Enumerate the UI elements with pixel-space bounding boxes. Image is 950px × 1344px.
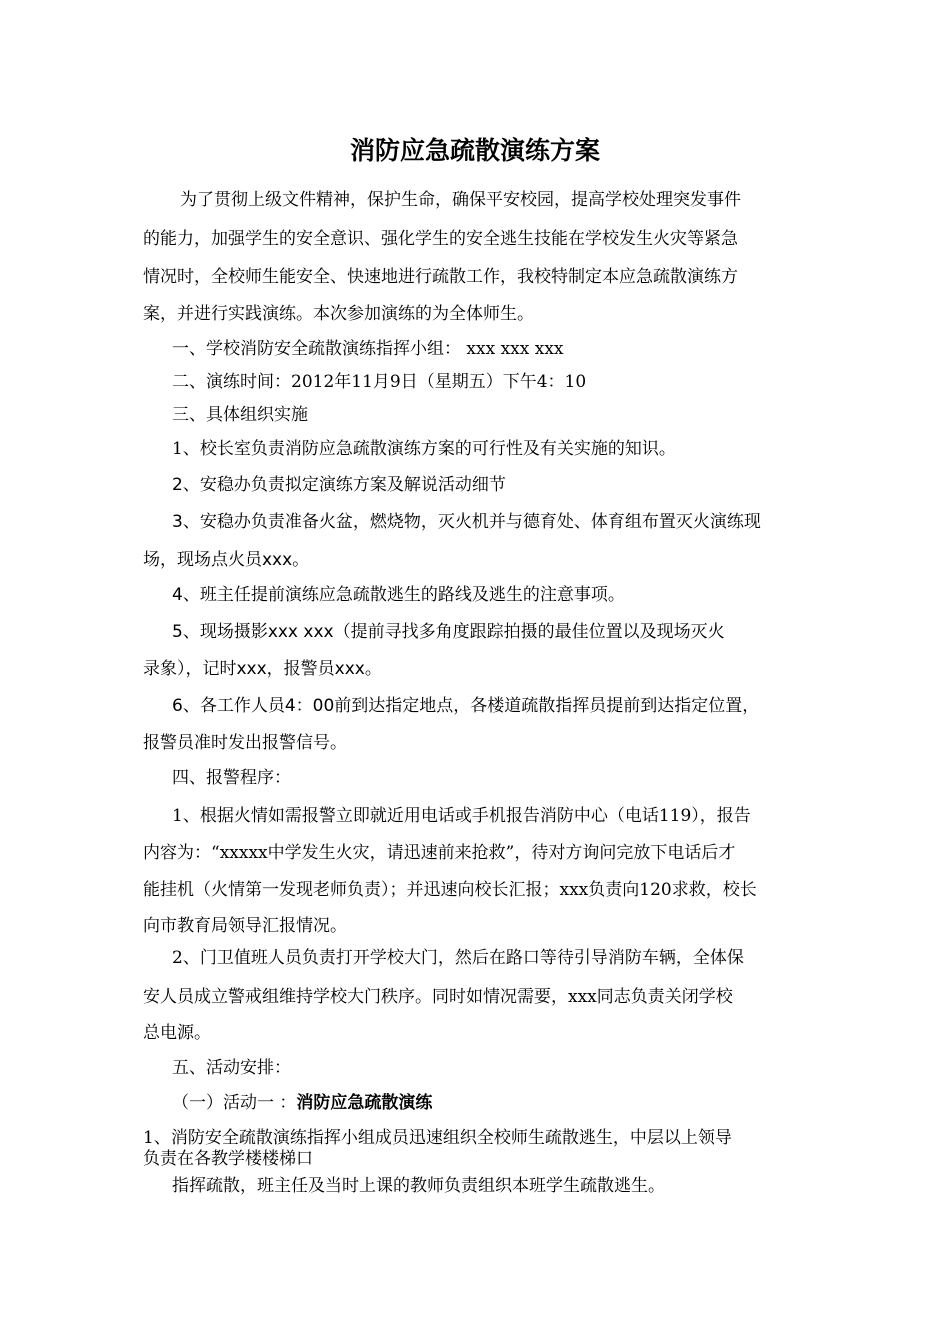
activity-heading: [172, 1093, 432, 1113]
section-heading-2: 二、演练时间：2012年11月9日（星期五）下午4：10: [172, 372, 587, 392]
alarm-1-line-1: 1、根据火情如需报警立即就近用电话或手机报告消防中心（电话119），报告: [172, 806, 751, 826]
item-5-line-1: 5、现场摄影xxx xxx（提前寻找多角度跟踪拍摄的最佳位置以及现场灭火: [172, 622, 725, 642]
section-heading-4: 四、报警程序：: [172, 768, 291, 788]
alarm-1-line-3: 能挂机（火情第一发现老师负责）；并迅速向校长汇报；xxx负责向120求救，校长: [143, 880, 757, 900]
activity-text-line-2: 负责在各教学楼楼梯口: [143, 1149, 313, 1169]
section-heading-5: 五、活动安排：: [172, 1058, 291, 1078]
alarm-2-line-1: 2、门卫值班人员负责打开学校大门，然后在路口等待引导消防车辆，全体保: [172, 948, 744, 968]
intro-line-2: 的能力，加强学生的安全意识、强化学生的安全逃生技能在学校发生火灾等紧急: [143, 229, 738, 249]
alarm-2-line-3: 总电源。: [143, 1023, 211, 1043]
item-2: 2、安稳办负责拟定演练方案及解说活动细节: [172, 475, 506, 495]
document-title: 消防应急疏散演练方案: [349, 136, 600, 165]
intro-line-3: 情况时，全校师生能安全、快速地进行疏散工作，我校特制定本应急疏散演练方: [143, 267, 738, 287]
alarm-1-line-4: 向市教育局领导汇报情况。: [143, 916, 347, 936]
item-1: 1、校长室负责消防应急疏散演练方案的可行性及有关实施的知识。: [172, 439, 676, 459]
item-5-line-2: 录象），记时xxx，报警员xxx。: [143, 659, 382, 679]
alarm-1-line-2: 内容为：“xxxxx中学发生火灾，请迅速前来抢救”，待对方询问完放下电话后才: [143, 843, 736, 863]
activity-prefix: （一）活动一 ：: [172, 1093, 297, 1113]
activity-text-line-1: 1、消防安全疏散演练指挥小组成员迅速组织全校师生疏散逃生，中层以上领导: [143, 1128, 732, 1148]
intro-line-1: 为了贯彻上级文件精神，保护生命，确保平安校园，提高学校处理突发事件: [180, 190, 741, 210]
section-heading-3: 三、具体组织实施: [172, 405, 308, 425]
activity-name: 消防应急疏散演练: [296, 1093, 433, 1113]
section-heading-1: 一、学校消防安全疏散演练指挥小组： xxx xxx xxx: [172, 339, 564, 359]
alarm-2-line-2: 安人员成立警戒组维持学校大门秩序。同时如情况需要，xxx同志负责关闭学校: [143, 987, 733, 1007]
item-6-line-2: 报警员准时发出报警信号。: [143, 733, 347, 753]
intro-line-4: 案，并进行实践演练。本次参加演练的为全体师生。: [143, 304, 534, 324]
item-4: 4、班主任提前演练应急疏散逃生的路线及逃生的注意事项。: [172, 585, 625, 605]
item-3-line-1: 3、安稳办负责准备火盆，燃烧物，灭火机并与德育处、体育组布置灭火演练现: [172, 512, 761, 532]
item-3-line-2: 场，现场点火员xxx。: [143, 550, 310, 570]
activity-text-line-3: 指挥疏散，班主任及当时上课的教师负责组织本班学生疏散逃生。: [172, 1176, 665, 1196]
item-6-line-1: 6、各工作人员4：00前到达指定地点，各楼道疏散指挥员提前到达指定位置，: [172, 696, 760, 716]
